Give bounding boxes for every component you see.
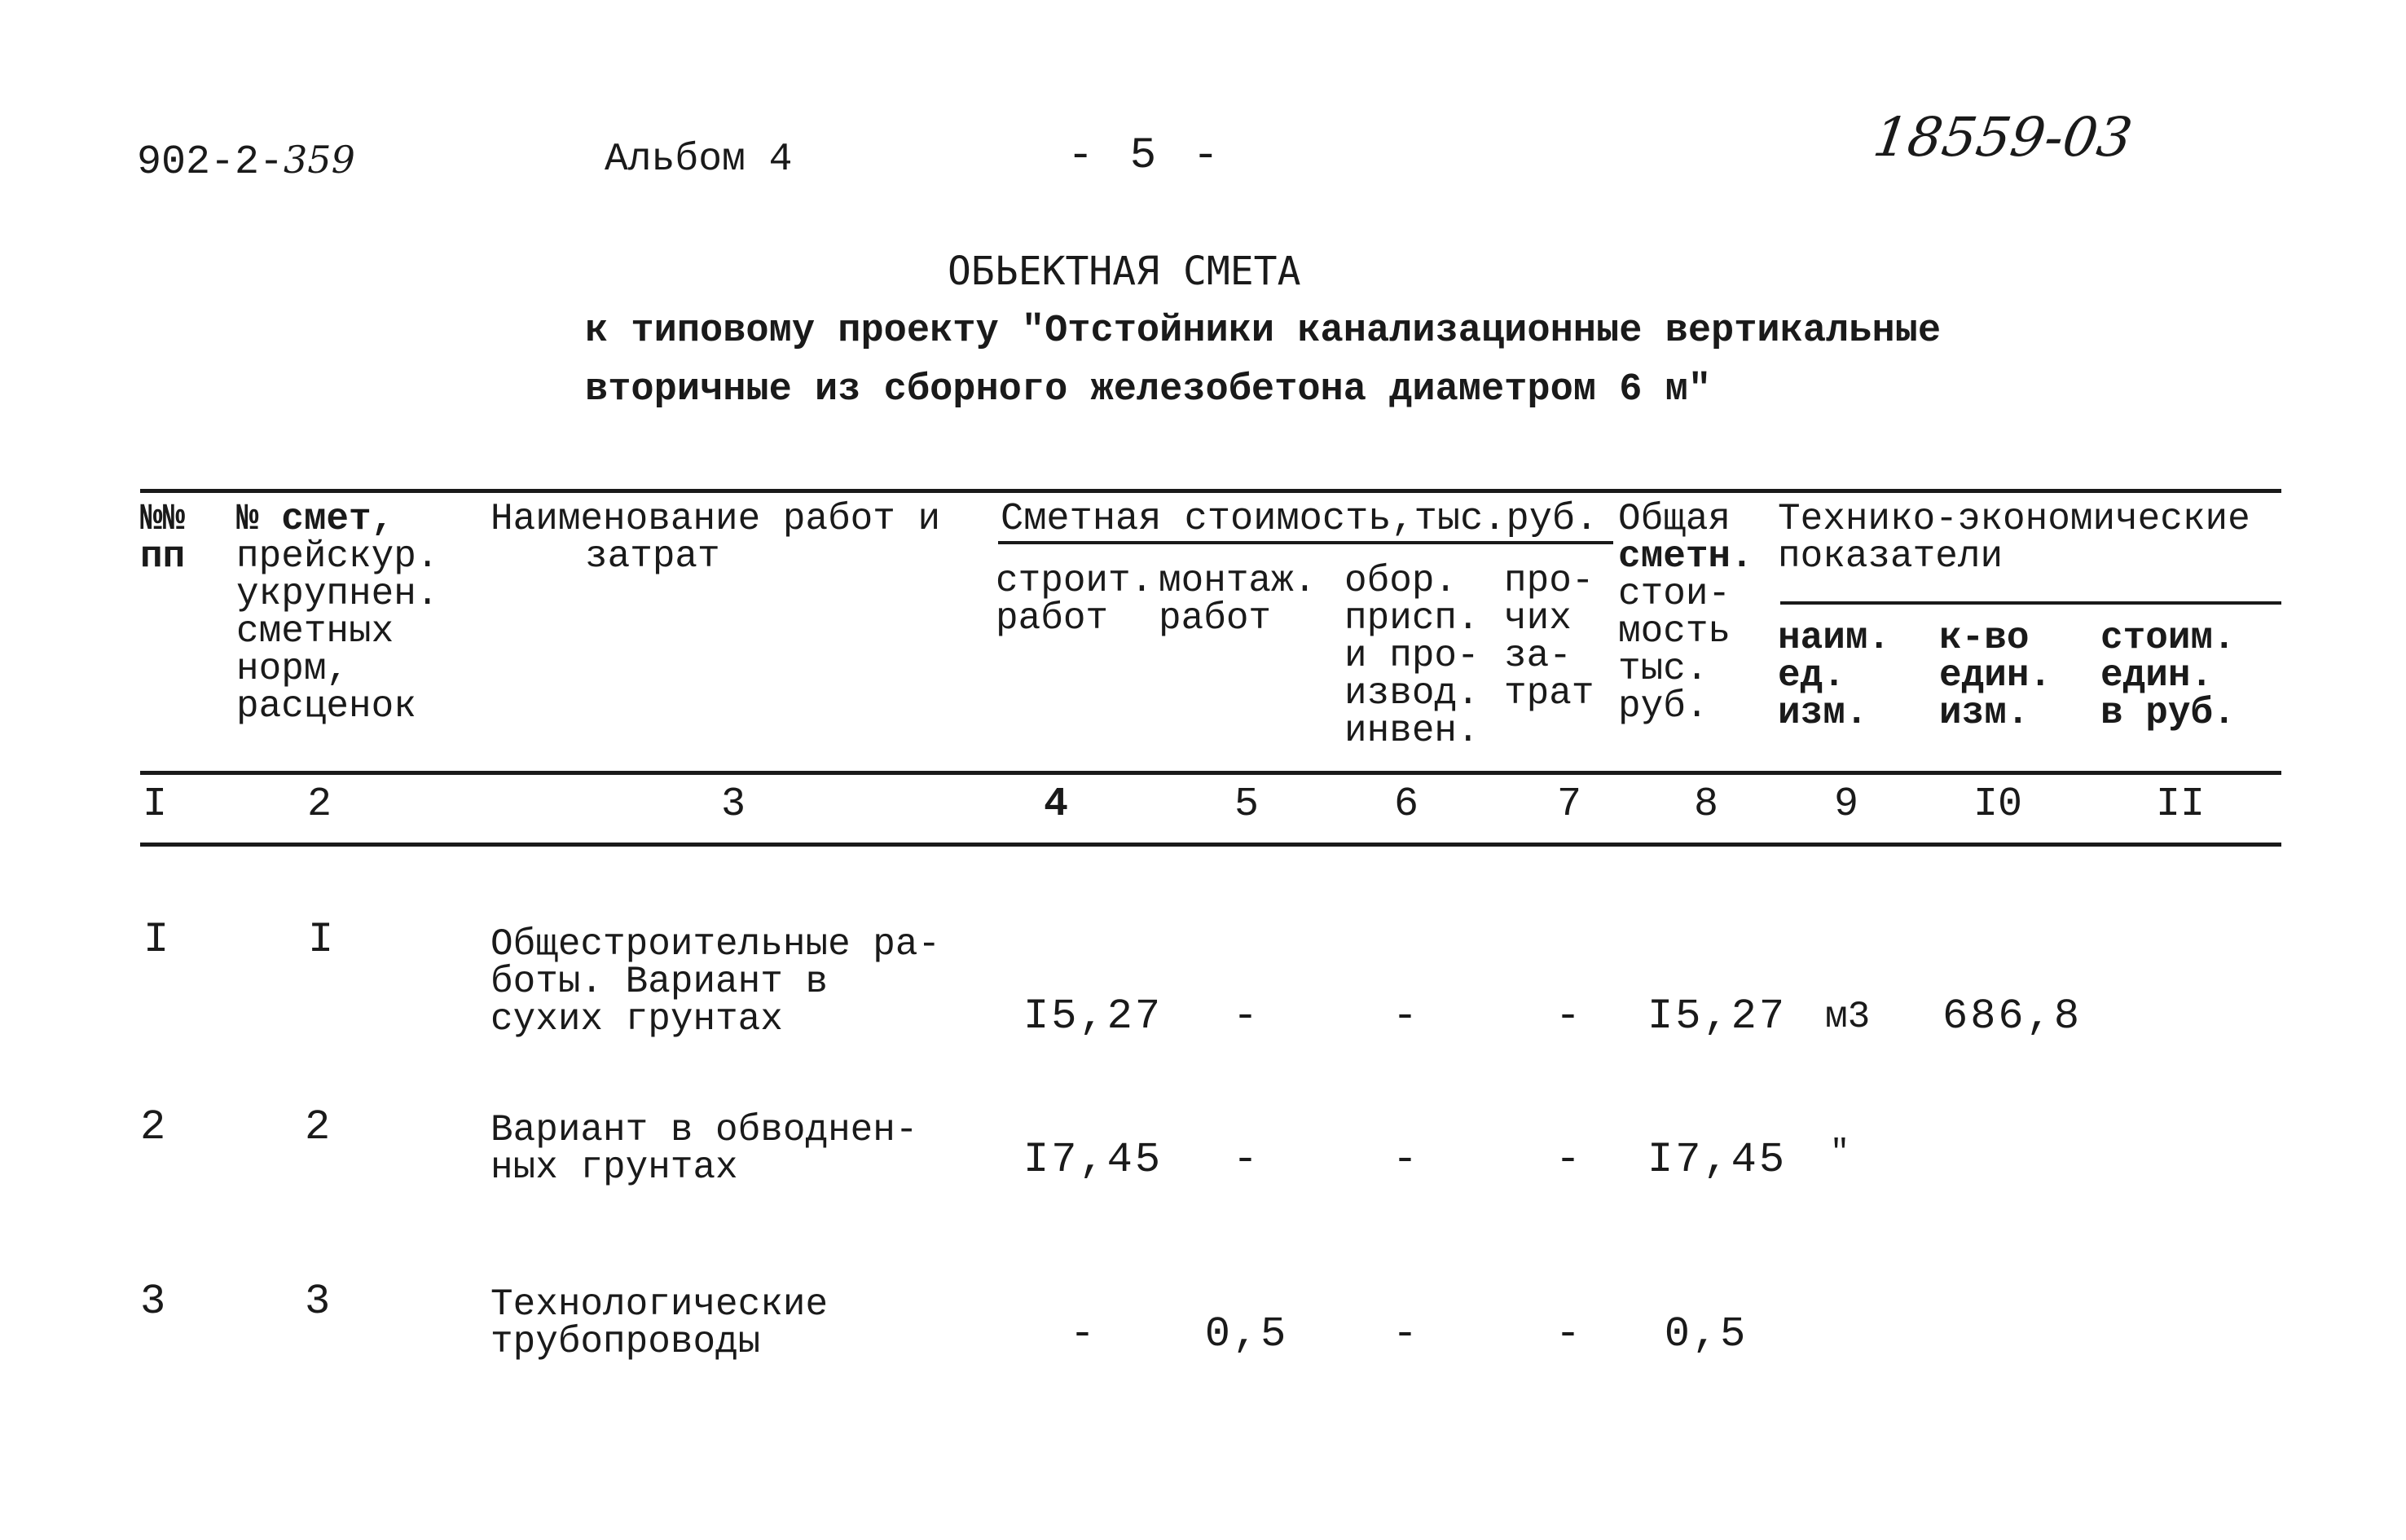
header-text: сметн. [1618, 535, 1753, 578]
row-prochie: - [1555, 1136, 1584, 1184]
header-tech-group [1778, 498, 2250, 578]
handwritten-stamp: 18559-03 [1869, 106, 2136, 169]
header-col-6 [1344, 562, 1480, 750]
row-montazh: - [1232, 1136, 1261, 1184]
table-top-rule [140, 489, 2281, 493]
header-text: инвен. [1344, 710, 1480, 752]
column-number: 3 [720, 781, 746, 828]
document-title: ОБЬЕКТНАЯ СМЕТА [948, 249, 1301, 294]
row-montazh: 0,5 [1204, 1310, 1289, 1358]
header-text: стоим. [2100, 617, 2236, 659]
header-text: и про- [1344, 635, 1480, 677]
header-text: работ [1159, 597, 1272, 640]
row-smeta: 3 [305, 1278, 333, 1326]
column-number: 5 [1234, 781, 1260, 828]
row-name-line: Технологические [490, 1283, 829, 1326]
header-text: ед. [1778, 654, 1845, 697]
header-col-9 [1778, 619, 1890, 732]
row-stroit: I7,45 [1023, 1136, 1163, 1184]
row-total: 0,5 [1664, 1310, 1748, 1358]
row-name-line: трубопроводы [490, 1321, 761, 1363]
title-line-2: к типовому проекту "Отстойники канализационные вертикальные [585, 310, 1942, 353]
header-text: №№ [140, 498, 186, 540]
header-cost-group: Сметная стоимость,тыс.руб. [1001, 498, 1599, 541]
column-number: 2 [306, 781, 332, 828]
row-name [490, 923, 941, 1041]
header-text: пп [140, 535, 186, 578]
header-text: тыс. [1618, 648, 1709, 690]
header-text: трат [1504, 672, 1594, 715]
row-obor: - [1392, 1136, 1421, 1184]
header-text: мость [1618, 610, 1731, 653]
row-name-line: боты. Вариант в [490, 961, 829, 1003]
header-text: обор. [1344, 560, 1458, 602]
row-stroit: - [1069, 1310, 1098, 1358]
header-col-3 [490, 498, 941, 578]
row-name [490, 1109, 918, 1189]
header-text: Наименование работ и [490, 498, 941, 540]
header-col-1 [140, 498, 186, 578]
column-number: II [2155, 781, 2206, 828]
column-number: 7 [1556, 781, 1582, 828]
header-text: присп. [1344, 597, 1480, 640]
header-text: извод. [1344, 672, 1480, 715]
cost-group-underline [998, 541, 1613, 544]
column-number: 6 [1393, 781, 1419, 828]
header-text: изм. [1939, 692, 2030, 734]
column-number: 4 [1043, 781, 1069, 828]
header-text: про- [1504, 560, 1594, 602]
column-number: 8 [1693, 781, 1719, 828]
row-prochie: - [1555, 992, 1584, 1041]
row-name-line: Вариант в обводнен- [490, 1109, 918, 1151]
row-montazh: - [1232, 992, 1261, 1041]
header-text: № смет, [236, 498, 394, 540]
header-text: наим. [1778, 617, 1891, 659]
header-col-10 [1939, 619, 2052, 732]
row-unit: м3 [1825, 996, 1871, 1038]
header-text: Технико-экономические [1778, 498, 2250, 540]
header-text: сметных [236, 610, 394, 653]
column-number: I0 [1973, 781, 2023, 828]
header-text: укрупнен. [236, 573, 439, 615]
header-col-2 [236, 498, 439, 728]
column-numbers-rule [140, 843, 2281, 847]
row-unit-ditto-mark: " [1830, 1135, 1850, 1172]
document-code-handwritten: 359 [284, 138, 355, 182]
row-name-line: ных грунтах [490, 1146, 738, 1189]
row-name-line: сухих грунтах [490, 998, 783, 1041]
row-name [490, 1283, 829, 1363]
column-number: 9 [1833, 781, 1859, 828]
header-text: прейскур. [236, 535, 439, 578]
header-text: за- [1504, 635, 1572, 677]
header-col-4 [996, 560, 1154, 640]
header-text: к-во [1939, 617, 2030, 659]
header-col-5 [1159, 560, 1317, 640]
row-obor: - [1392, 1310, 1421, 1358]
row-qty: 686,8 [1942, 992, 2083, 1041]
document-code [137, 138, 355, 186]
header-text: в руб. [2100, 692, 2236, 734]
header-text: чих [1504, 597, 1572, 640]
header-text: норм, [236, 648, 350, 690]
header-text: затрат [585, 535, 720, 578]
header-col-11 [2100, 619, 2236, 732]
row-name-line: Общестроительные ра- [490, 923, 941, 966]
row-smeta: I [308, 916, 336, 964]
document-code-prefix: 902-2- [137, 139, 284, 186]
album-label: Альбом 4 [605, 138, 793, 182]
header-text: един. [1939, 654, 2052, 697]
header-text: показатели [1778, 535, 2004, 578]
header-col-8 [1618, 498, 1753, 728]
header-text: монтаж. [1159, 560, 1317, 602]
header-text: руб. [1618, 685, 1709, 728]
header-text: Общая [1618, 498, 1731, 540]
tech-group-underline [1780, 601, 2281, 605]
header-bottom-rule [140, 771, 2281, 775]
page-number: - 5 - [1067, 131, 1225, 181]
header-text: един. [2100, 654, 2214, 697]
header-text: строит. [996, 560, 1154, 602]
row-obor: - [1392, 992, 1421, 1041]
row-total: I5,27 [1647, 992, 1788, 1041]
header-text: стои- [1618, 573, 1731, 615]
header-text: расценок [236, 685, 416, 728]
column-number: I [142, 781, 168, 828]
header-text: изм. [1778, 692, 1868, 734]
row-number: I [143, 916, 172, 964]
title-line-3: вторичные из сборного железобетона диаметром 6 м" [585, 368, 1712, 411]
row-total: I7,45 [1647, 1136, 1788, 1184]
row-stroit: I5,27 [1023, 992, 1163, 1041]
row-smeta: 2 [305, 1103, 333, 1151]
row-prochie: - [1555, 1310, 1584, 1358]
header-col-7 [1504, 560, 1594, 715]
header-text: работ [996, 597, 1109, 640]
row-number: 3 [140, 1278, 169, 1326]
row-number: 2 [140, 1103, 169, 1151]
